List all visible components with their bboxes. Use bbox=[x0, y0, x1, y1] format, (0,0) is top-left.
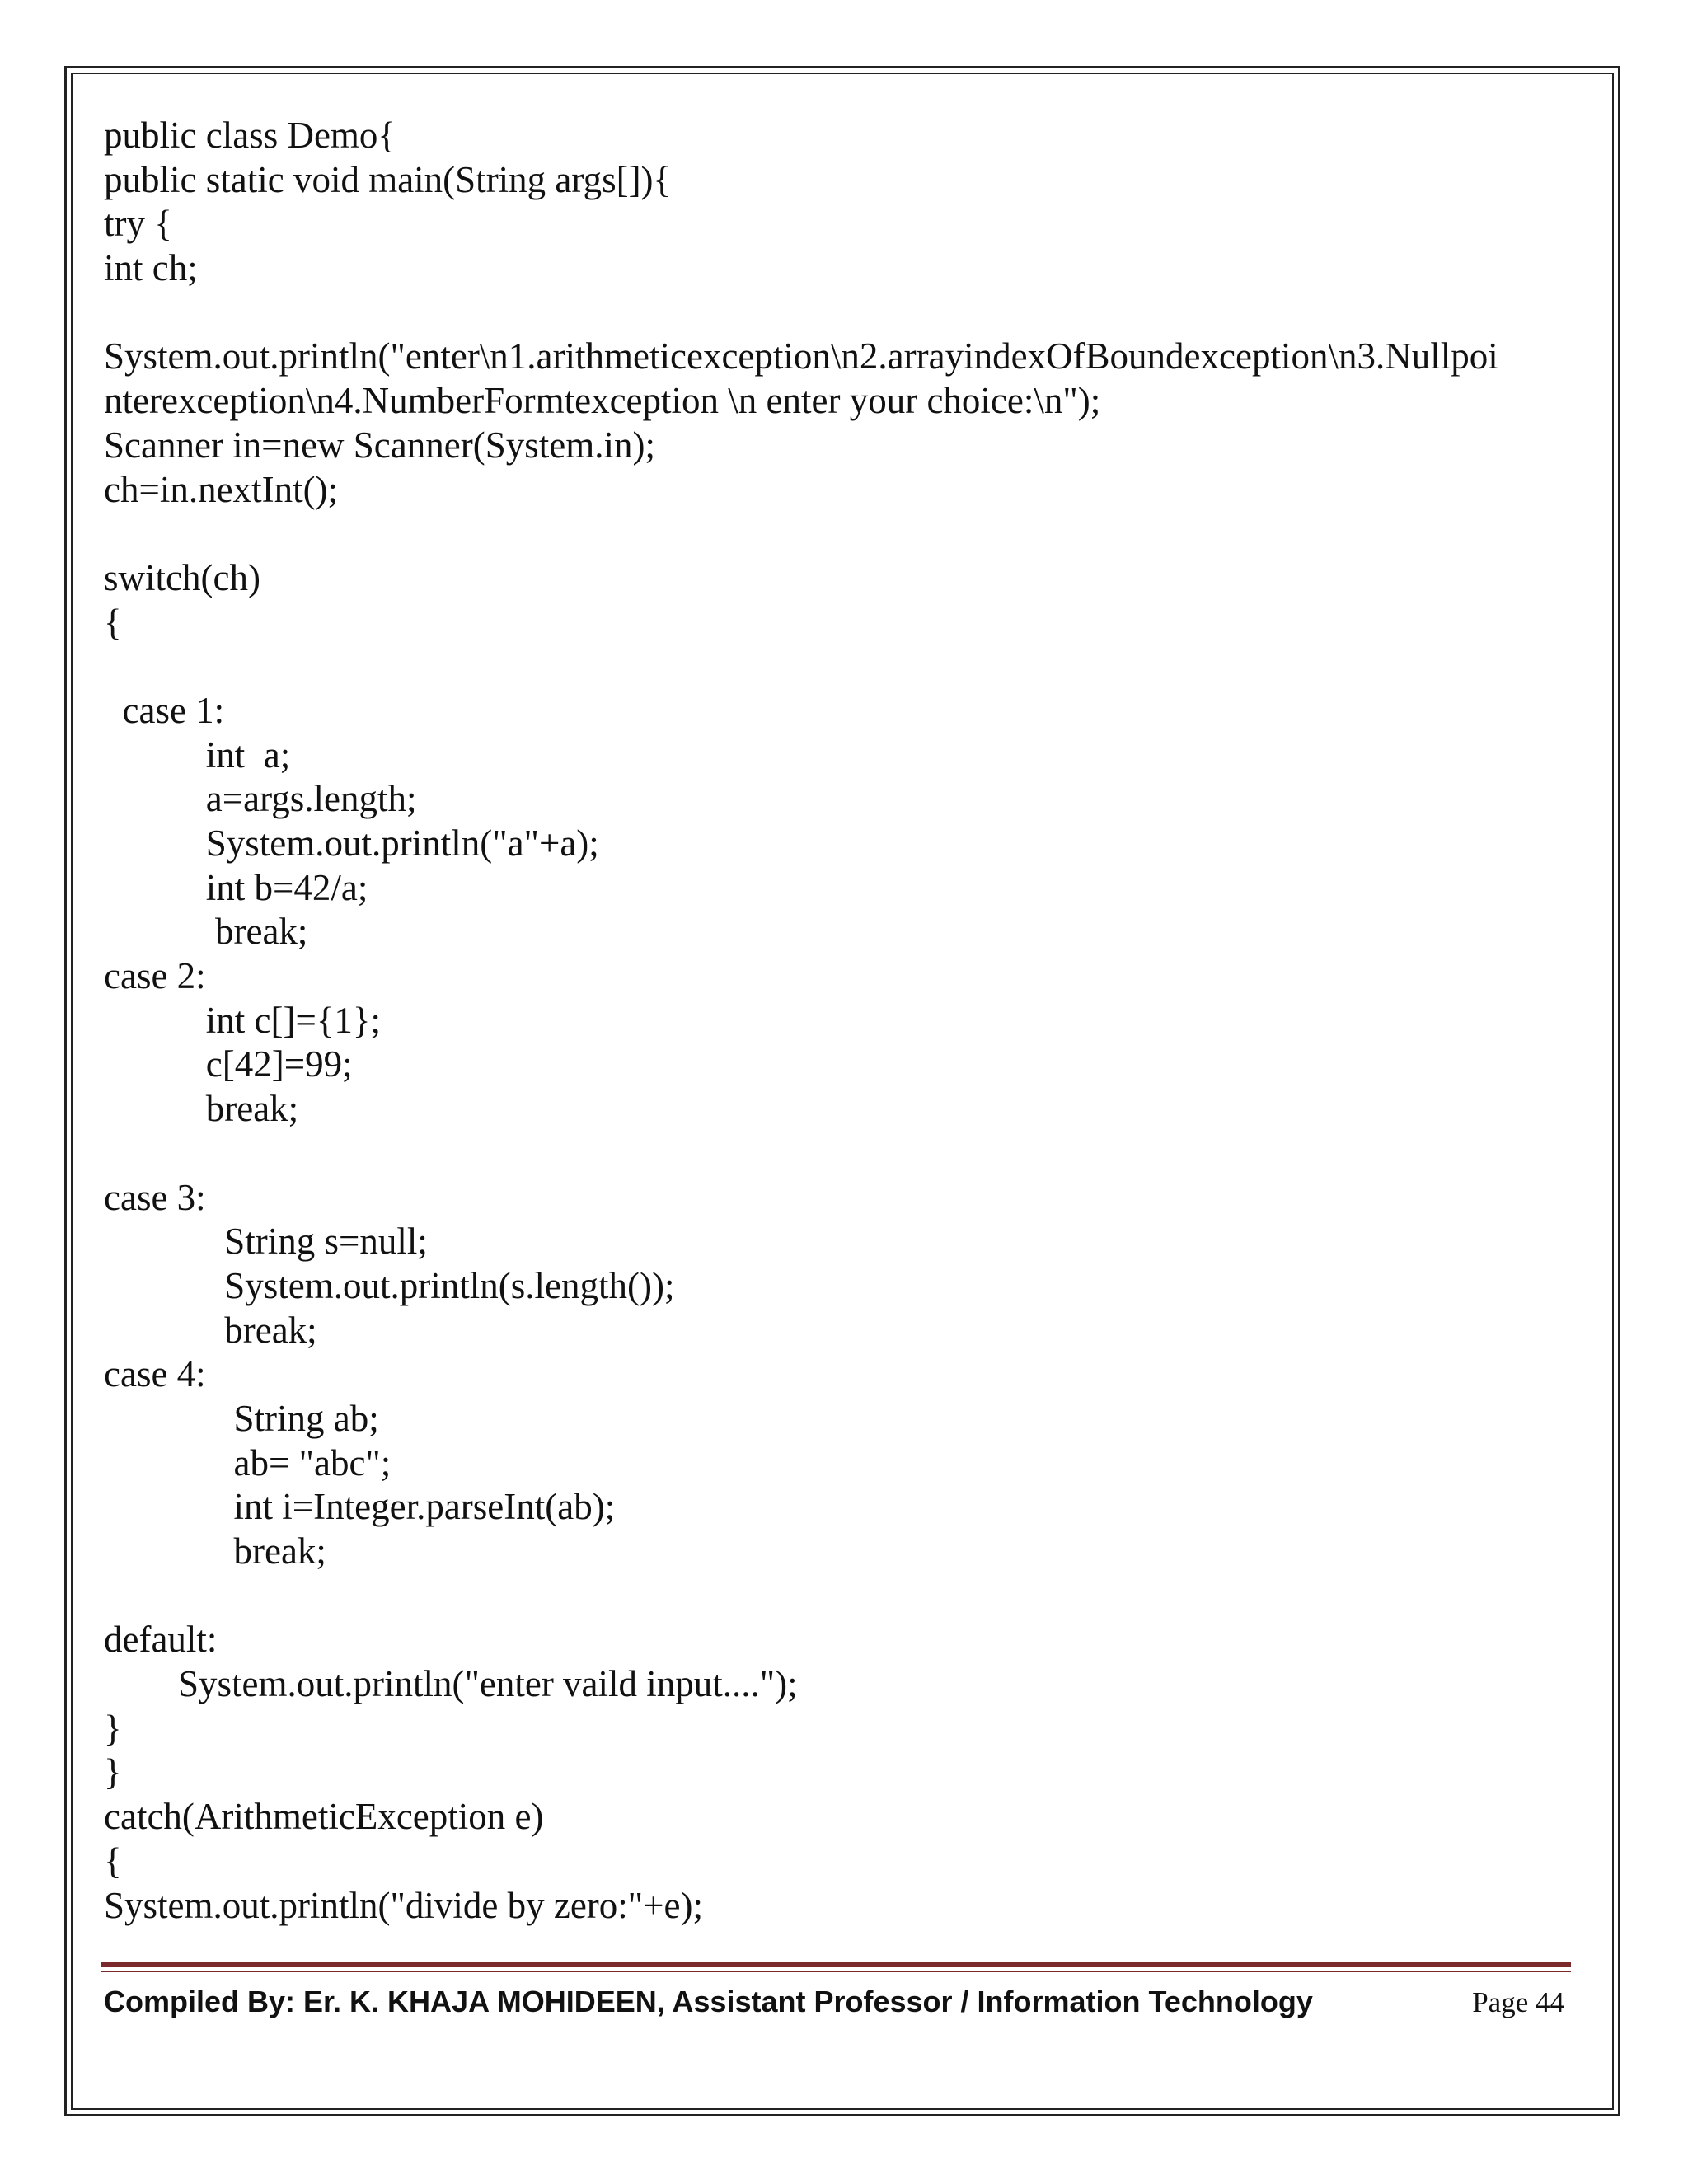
code-line: public class Demo{ bbox=[104, 115, 396, 156]
code-line: try { bbox=[104, 203, 172, 245]
code-line: case 4: bbox=[104, 1353, 206, 1395]
code-line: { bbox=[104, 601, 122, 643]
code-line: System.out.println("enter\n1.arithmeticexception\n2.arrayindexOfBoundexception\n3.Nullpoi bbox=[104, 335, 1498, 377]
code-line: ch=in.nextInt(); bbox=[104, 468, 339, 510]
code-line: System.out.println(s.length()); bbox=[104, 1264, 675, 1306]
code-line: case 3: bbox=[104, 1176, 206, 1218]
code-line bbox=[104, 1574, 1571, 1619]
code-line: int b=42/a; bbox=[104, 866, 368, 908]
code-line: default: bbox=[104, 1619, 218, 1661]
code-line: a=args.length; bbox=[104, 778, 417, 820]
code-line: ab= "abc"; bbox=[104, 1441, 392, 1483]
code-line: int c[]={1}; bbox=[104, 999, 382, 1041]
code-line: break; bbox=[104, 1088, 299, 1130]
code-line: break; bbox=[104, 911, 308, 953]
code-line: catch(ArithmeticException e) bbox=[104, 1796, 544, 1838]
code-line bbox=[104, 1132, 1571, 1176]
footer-rule-thick bbox=[101, 1962, 1571, 1967]
code-line: String ab; bbox=[104, 1397, 379, 1439]
code-line: c[42]=99; bbox=[104, 1043, 353, 1085]
code-line: System.out.println("a"+a); bbox=[104, 823, 599, 864]
code-listing bbox=[104, 114, 1571, 1928]
code-line: nterexception\n4.NumberFormtexception \n enter your choice:\n"); bbox=[104, 380, 1101, 422]
code-line: case 1: bbox=[104, 689, 225, 731]
code-line: switch(ch) bbox=[104, 556, 260, 598]
code-line: System.out.println("divide by zero:"+e); bbox=[104, 1884, 703, 1926]
code-line: System.out.println("enter vaild input...."); bbox=[104, 1663, 798, 1705]
code-line: String s=null; bbox=[104, 1221, 428, 1263]
code-line: Scanner in=new Scanner(System.in); bbox=[104, 424, 655, 466]
code-line bbox=[104, 291, 1571, 335]
footer-credit: Compiled By: Er. K. KHAJA MOHIDEEN, Assistant Professor / Information Technology bbox=[104, 1985, 1313, 2018]
code-line: } bbox=[104, 1751, 122, 1793]
code-line bbox=[104, 512, 1571, 556]
page-number: Page 44 bbox=[1472, 1986, 1564, 2018]
code-line: int ch; bbox=[104, 247, 198, 289]
code-line: int i=Integer.parseInt(ab); bbox=[104, 1486, 616, 1528]
code-line: break; bbox=[104, 1309, 317, 1351]
code-line: int a; bbox=[104, 733, 291, 776]
code-line bbox=[104, 644, 1571, 689]
code-line: { bbox=[104, 1840, 122, 1882]
code-line: public static void main(String args[]){ bbox=[104, 158, 672, 200]
code-line: case 2: bbox=[104, 955, 206, 997]
code-line: break; bbox=[104, 1530, 326, 1572]
footer-rule-thin bbox=[101, 1971, 1571, 1972]
code-line: } bbox=[104, 1707, 122, 1749]
